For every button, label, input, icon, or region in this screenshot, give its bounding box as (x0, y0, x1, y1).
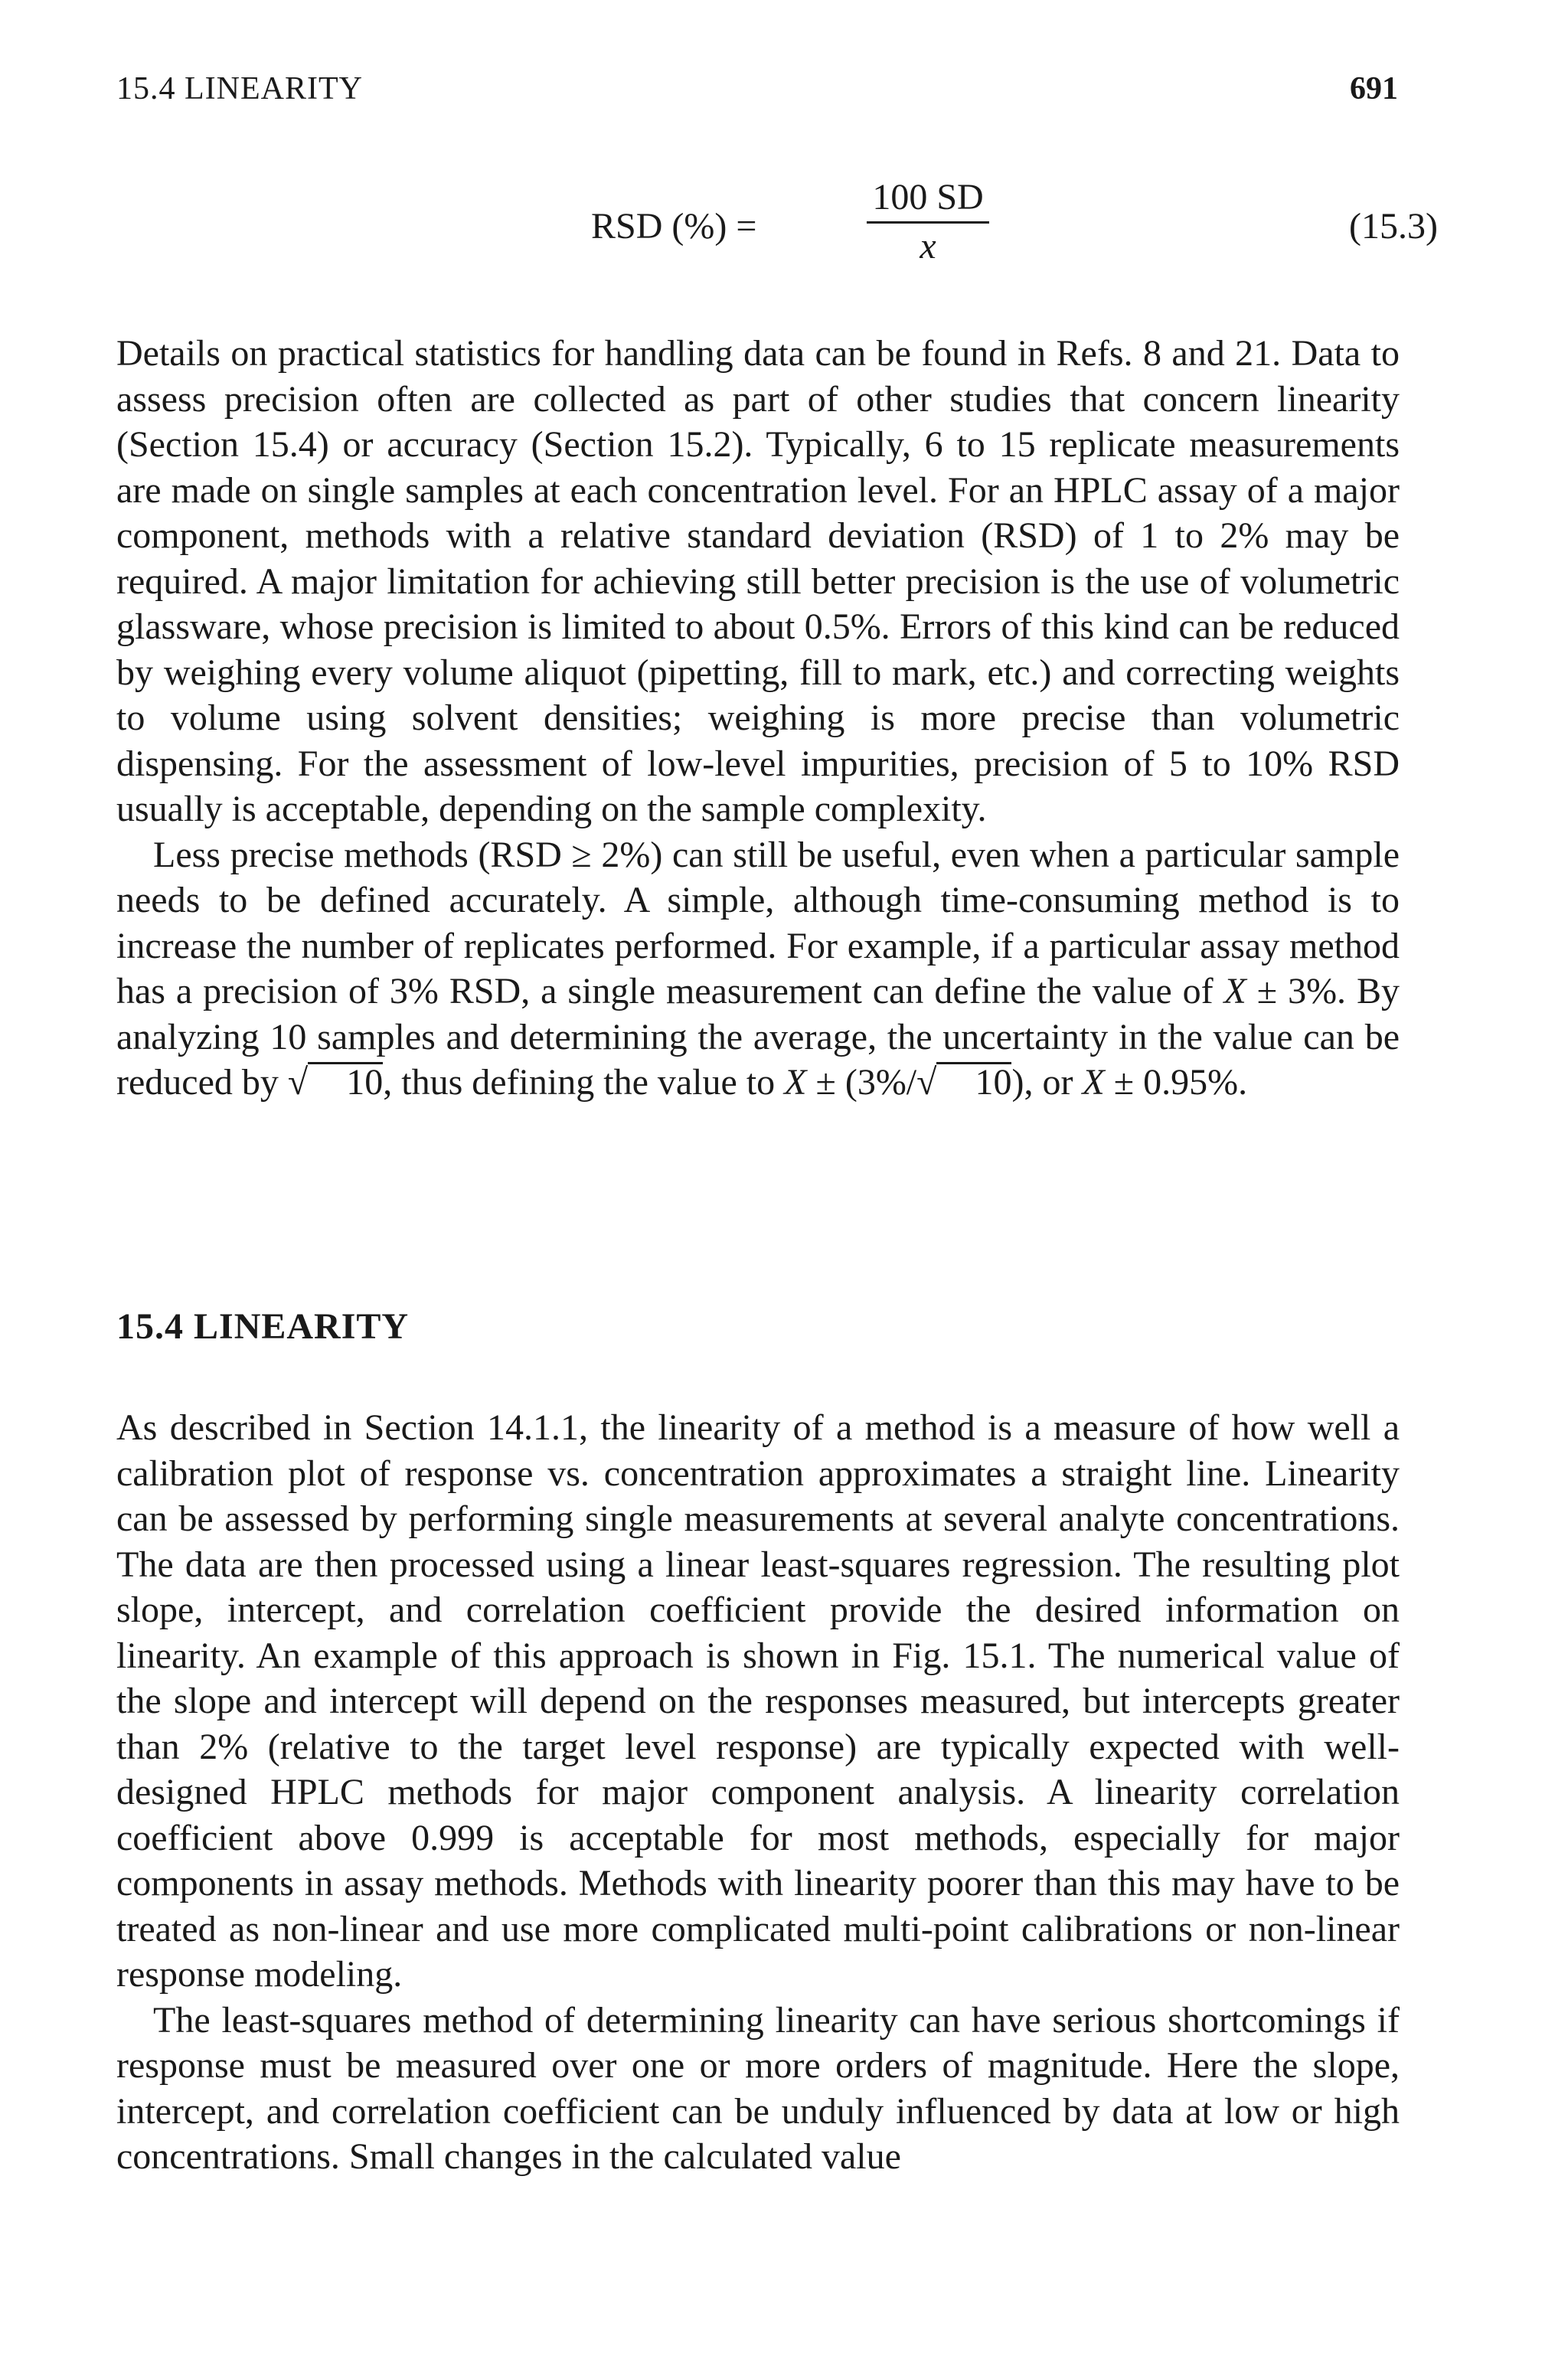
running-header (116, 70, 1398, 116)
equation-lhs: RSD (%) = (591, 206, 757, 247)
running-title: 15.4 LINEARITY (116, 71, 363, 106)
equation-15-3 (116, 168, 1438, 283)
section-heading: 15.4 LINEARITY (116, 1306, 410, 1347)
equation-fraction (863, 176, 993, 267)
paragraph-linearity-1: As described in Section 14.1.1, the linearity of a method is a measure of how well a calibration plot of response vs. concentration approximates a straight line. Linearity can be assessed by performing single measurements at several analyte concentrations. The data are then processed using a linear least-squares regression. The resulting plot slope, intercept, and correlation coefficient provide the desired information on linearity. An example of this approach is shown in Fig. 15.1. The numerical value of the slope and intercept will depend on the responses measured, but intercepts greater than 2% (relative to the target level response) are typically expected with well-designed HPLC methods for major component analysis. A linearity correlation coefficient above 0.999 is acceptable for most methods, especially for major components in assay methods. Methods with linearity poorer than this may have to be treated as non-linear and use more complicated multi-point calibrations or non-linear response modeling. (116, 1407, 1400, 1995)
paragraph-linearity-2: The least-squares method of determining linearity can have serious shortcomings if response must be measured over one or more orders of magnitude. Here the slope, intercept, and correlation coefficient can be unduly influenced by data at low or high concentrations. Small changes in the calculated value (116, 1999, 1400, 2177)
linearity-text (116, 1405, 1400, 2180)
precision-text (116, 331, 1400, 1106)
page-number: 691 (1350, 71, 1398, 106)
sqrt-overline: 10 (936, 1062, 1011, 1101)
paragraph-precision-1: Details on practical statistics for handling data can be found in Refs. 8 and 21. Data to assess precision often are collected as part of other studies that concern linearity (Section 15.4) or accuracy (Section 15.2). Typically, 6 to 15 replicate measurements are made on single samples at each concentration level. For an HPLC assay of a major component, methods with a relative standard deviation (RSD) of 1 to 2% may be required. A major limitation for achieving still better precision is the use of volumetric glassware, whose precision is limited to about 0.5%. Errors of this kind can be reduced by weighing every volume aliquot (pipetting, fill to mark, etc.) and correcting weights to volume using solvent densities; weighing is more precise than volumetric dispensing. For the assessment of low-level impurities, precision of 5 to 10% RSD usually is acceptable, depending on the sample complexity. (116, 333, 1400, 829)
sqrt-overline: 10 (308, 1062, 383, 1101)
equation-denominator: x (920, 226, 936, 266)
equation-numerator: 100 SD (872, 177, 984, 217)
equation-number: (15.3) (1349, 206, 1438, 247)
paragraph-precision-2: Less precise methods (RSD ≥ 2%) can still be useful, even when a particular sample needs to be defined accurately. A simple, although time-consuming method is to increase the number of replicates performed. For example, if a particular assay method has a precision of 3% RSD, a single measurement can define the value of X ± 3%. By analyzing 10 samples and determining the average, the uncertainty in the value can be reduced by √ 10, thus defining the value to X ± (3%/√ 10), or X ± 0.95%. (116, 834, 1400, 1103)
